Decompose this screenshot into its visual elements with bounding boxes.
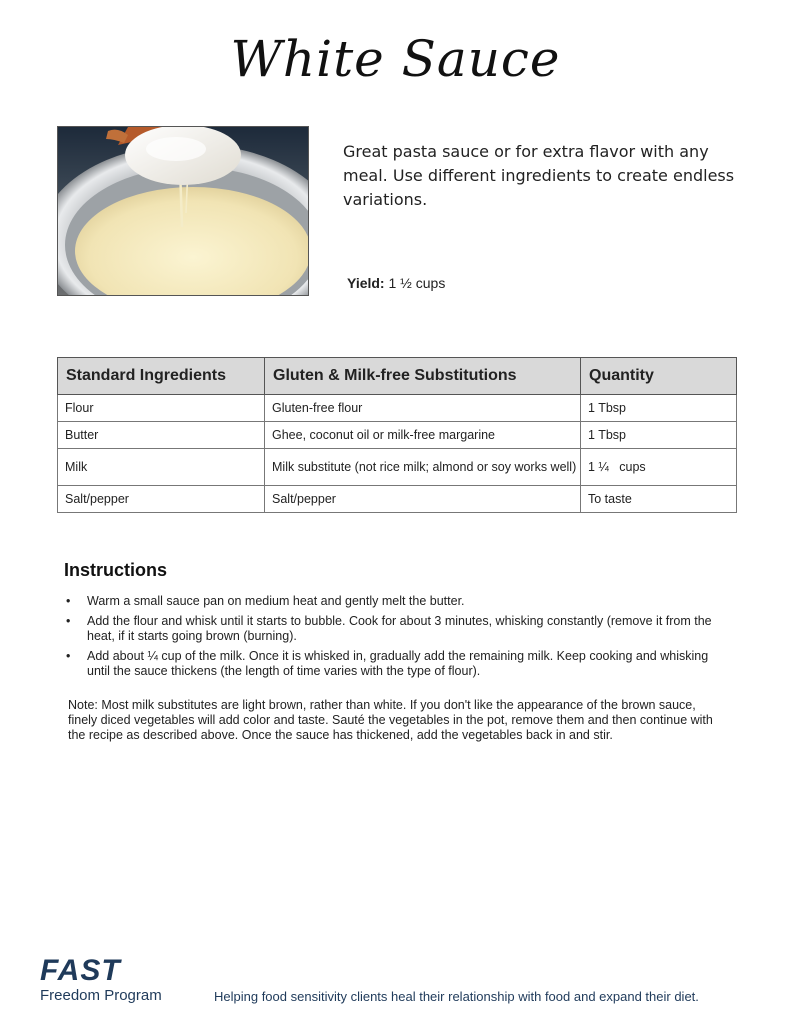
list-item xyxy=(66,594,716,609)
table-row xyxy=(58,422,737,449)
yield xyxy=(347,275,445,291)
header-substitutions: Gluten & Milk-free Substitutions xyxy=(265,358,581,395)
cell-quantity: 1 Tbsp xyxy=(581,422,737,449)
table-row xyxy=(58,395,737,422)
table-row xyxy=(58,486,737,513)
cell-substitution: Gluten-free flour xyxy=(265,395,581,422)
intro-text: Great pasta sauce or for extra flavor with any meal. Use different ingredients to create endless variations. xyxy=(343,142,735,209)
cell-substitution: Ghee, coconut oil or milk-free margarine xyxy=(265,422,581,449)
cell-standard: Butter xyxy=(58,422,265,449)
page-title: White Sauce xyxy=(230,30,561,88)
header-quantity: Quantity xyxy=(581,358,737,395)
bullet-icon: • xyxy=(66,614,71,628)
instructions-list xyxy=(66,594,716,684)
step-text: Add the flour and whisk until it starts to bubble. Cook for about 3 minutes, whisking constantly (remove it from the heat, if it starts going brown (burning). xyxy=(87,614,712,643)
table-header-row xyxy=(58,358,737,395)
table-row xyxy=(58,449,737,486)
list-item xyxy=(66,614,716,644)
header-standard: Standard Ingredients xyxy=(58,358,265,395)
instructions-heading: Instructions xyxy=(64,560,168,580)
ingredients-table xyxy=(57,357,737,513)
cell-quantity: 1 Tbsp xyxy=(581,395,737,422)
cell-standard: Flour xyxy=(58,395,265,422)
sauce-pan-illustration xyxy=(58,127,308,295)
bullet-icon: • xyxy=(66,649,71,663)
yield-label: Yield: xyxy=(347,275,385,291)
bullet-icon: • xyxy=(66,594,71,608)
cell-standard: Milk xyxy=(58,449,265,486)
cell-standard: Salt/pepper xyxy=(58,486,265,513)
note-text: Note: Most milk substitutes are light brown, rather than white. If you don't like the appearance of the brown sauce, finely diced vegetables will add color and taste. Sauté the vegetables in the pot, remove them and then continue with the recipe as described above. Once the sauce has thickened, add the vegetables back in and stir. xyxy=(68,698,713,742)
step-text: Add about ¼ cup of the milk. Once it is whisked in, gradually add the remaining milk. Keep cooking and whisking until the sauce thickens (the length of time varies with the type of flour). xyxy=(87,649,709,678)
footer-tagline: Helping food sensitivity clients heal their relationship with food and expand their diet. xyxy=(214,989,699,1004)
list-item xyxy=(66,649,716,679)
brand-name: FAST xyxy=(40,954,121,987)
brand-program: Freedom Program xyxy=(40,987,162,1004)
cell-substitution: Milk substitute (not rice milk; almond or soy works well) xyxy=(265,449,581,486)
cell-quantity: 1 ¼ cups xyxy=(581,449,737,486)
sauce-pan-photo xyxy=(57,126,309,296)
brand-logo xyxy=(40,955,162,1005)
cell-substitution: Salt/pepper xyxy=(265,486,581,513)
step-text: Warm a small sauce pan on medium heat and gently melt the butter. xyxy=(87,594,465,608)
yield-value: 1 ½ cups xyxy=(388,275,446,291)
cell-quantity: To taste xyxy=(581,486,737,513)
